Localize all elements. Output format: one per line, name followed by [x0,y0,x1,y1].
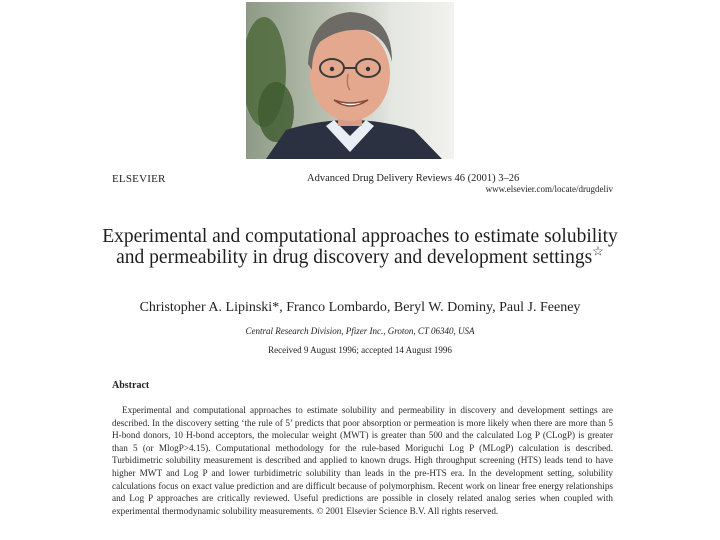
received-dates: Received 9 August 1996; accepted 14 August 1996 [268,345,452,355]
journal-citation: Advanced Drug Delivery Reviews 46 (2001) 3–26 [307,173,520,184]
publisher-name: ELSEVIER [112,173,166,185]
portrait-illustration [246,2,454,159]
affiliation: Central Research Division, Pfizer Inc., Groton, CT 06340, USA [245,326,475,336]
journal-url: www.elsevier.com/locate/drugdeliv [485,184,613,194]
journal-header [112,173,612,193]
article-title-text: Experimental and computational approaches to estimate solubility and permeability in drug discovery and development settings [102,226,618,268]
abstract-text: Experimental and computational approaches to estimate solubility and permeability in discovery and development settings are described. In the discovery setting ‘the rule of 5’ predicts that poor absorption or permeation is more likely when there are more than 5 H-bond donors, 10 H-bond acceptors, the molecular weight (MWT) is greater than 500 and the calculated Log P (CLogP) is greater than 5 (or MlogP>4.15). Computational methodology for the rule-based Moriguchi Log P (MLogP) calculation is described. Turbidimetric solubility measurement is described and applied to known drugs. High throughput screening (HTS) leads tend to have higher MWT and Log P and lower turbidimetric solubility than leads in the pre-HTS era. In the development setting, solubility calculations focus on exact value prediction and are difficult because of polymorphism. Recent work on linear free energy relationships and Log P approaches are critically reviewed. Useful predictions are possible in closely related analog series when coupled with experimental thermodynamic solubility measurements. © 2001 Elsevier Science B.V. All rights reserved. [112,405,613,516]
footnote-star-icon: ☆ [592,243,604,259]
author-portrait-photo [246,2,454,159]
abstract-heading: Abstract [112,380,150,391]
author-list: Christopher A. Lipinski*, Franco Lombardo, Beryl W. Dominy, Paul J. Feeney [139,300,581,315]
article-title [100,226,620,268]
